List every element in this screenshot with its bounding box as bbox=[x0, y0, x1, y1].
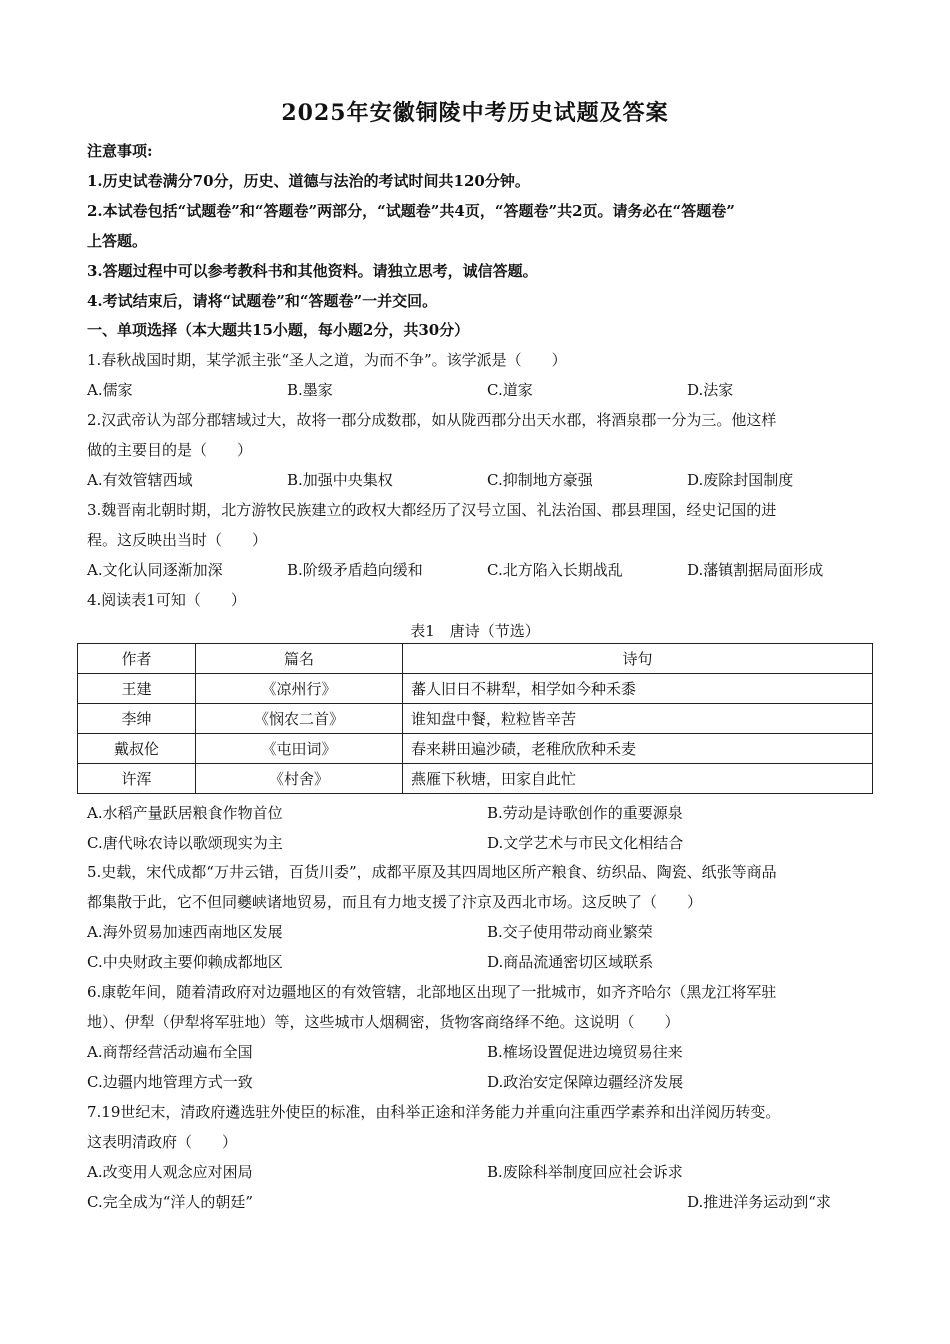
note-2-continued: 上答题。 bbox=[87, 232, 148, 250]
q2-option-b: B.加强中央集权 bbox=[287, 471, 393, 489]
table-header-title: 篇名 bbox=[196, 644, 403, 674]
q4-option-c: C.唐代咏农诗以歌颂现实为主 bbox=[87, 834, 283, 852]
table-row bbox=[78, 704, 873, 734]
q7-stem-line1: 7.19世纪末，清政府遴选驻外使臣的标准，由科举正途和洋务能力并重向注重西学素养和出洋阅历转变。 bbox=[87, 1103, 781, 1121]
q4-option-a: A.水稻产量跃居粮食作物首位 bbox=[87, 804, 283, 822]
table-cell-verse: 燕雁下秋塘，田家自此忙 bbox=[403, 764, 873, 794]
note-2: 2.本试卷包括“试题卷”和“答题卷”两部分，“试题卷”共4页，“答题卷”共2页。请务必在“答题卷” bbox=[87, 202, 735, 220]
table-caption: 表1 唐诗（节选） bbox=[410, 622, 540, 640]
q5-stem-line2: 都集散于此，它不但同夔峡诸地贸易，而且有力地支援了汴京及西北市场。这反映了（ ） bbox=[87, 893, 703, 911]
q5-option-b: B.交子使用带动商业繁荣 bbox=[487, 923, 653, 941]
table-row bbox=[78, 674, 873, 704]
table-cell-title: 《村舍》 bbox=[196, 764, 403, 794]
table-cell-verse: 谁知盘中餐，粒粒皆辛苦 bbox=[403, 704, 873, 734]
table-header-verse: 诗句 bbox=[403, 644, 873, 674]
q6-option-a: A.商帮经营活动遍布全国 bbox=[87, 1043, 253, 1061]
q4-option-d: D.文学艺术与市民文化相结合 bbox=[487, 834, 684, 852]
q7-stem-line2: 这表明清政府（ ） bbox=[87, 1133, 238, 1151]
q6-stem-line2: 地）、伊犁（伊犁将军驻地）等，这些城市人烟稠密，货物客商络绎不绝。这说明（ ） bbox=[87, 1013, 680, 1031]
table-cell-author: 王建 bbox=[78, 674, 196, 704]
page-title: 2025年安徽铜陵中考历史试题及答案 bbox=[281, 100, 669, 126]
table-row bbox=[78, 764, 873, 794]
q5-option-c: C.中央财政主要仰赖成都地区 bbox=[87, 953, 283, 971]
section-heading: 一、单项选择（本大题共15小题，每小题2分，共30分） bbox=[87, 321, 470, 339]
q3-option-b: B.阶级矛盾趋向缓和 bbox=[287, 561, 423, 579]
q7-option-a: A.改变用人观念应对困局 bbox=[87, 1163, 253, 1181]
q3-option-a: A.文化认同逐渐加深 bbox=[87, 561, 223, 579]
q6-stem-line1: 6.康乾年间，随着清政府对边疆地区的有效管辖，北部地区出现了一批城市，如齐齐哈尔（黑龙江将军驻 bbox=[87, 983, 777, 1001]
table-row bbox=[78, 734, 873, 764]
q2-option-d: D.废除封国制度 bbox=[687, 471, 794, 489]
q3-stem-line1: 3.魏晋南北朝时期，北方游牧民族建立的政权大都经历了汉号立国、礼法治国、郡县理国，经史记国的进 bbox=[87, 501, 777, 519]
poem-table bbox=[77, 643, 873, 794]
q2-option-a: A.有效管辖西域 bbox=[87, 471, 193, 489]
note-3: 3.答题过程中可以参考教科书和其他资料。请独立思考，诚信答题。 bbox=[87, 262, 538, 280]
notes-heading: 注意事项: bbox=[87, 142, 153, 160]
note-4: 4.考试结束后，请将“试题卷”和“答题卷”一并交回。 bbox=[87, 292, 438, 310]
table-cell-author: 戴叔伦 bbox=[78, 734, 196, 764]
q6-option-d: D.政治安定保障边疆经济发展 bbox=[487, 1073, 684, 1091]
q7-option-c: C.完全成为“洋人的朝廷” bbox=[87, 1193, 254, 1211]
q2-option-c: C.抑制地方豪强 bbox=[487, 471, 593, 489]
table-cell-verse: 春来耕田遍沙碛，老稚欣欣种禾麦 bbox=[403, 734, 873, 764]
table-cell-title: 《悯农二首》 bbox=[196, 704, 403, 734]
table-cell-verse: 蕃人旧日不耕犁，相学如今种禾黍 bbox=[403, 674, 873, 704]
q7-option-d: D.推进洋务运动到“求 bbox=[687, 1193, 831, 1211]
q2-stem-line1: 2.汉武帝认为部分郡辖域过大，故将一郡分成数郡，如从陇西郡分出天水郡，将酒泉郡一分为三。他这样 bbox=[87, 411, 777, 429]
q1-stem: 1.春秋战国时期，某学派主张“圣人之道，为而不争”。该学派是（ ） bbox=[87, 351, 567, 369]
q6-option-b: B.榷场设置促进边境贸易往来 bbox=[487, 1043, 683, 1061]
table-cell-title: 《凉州行》 bbox=[196, 674, 403, 704]
q3-stem-line2: 程。这反映出当时（ ） bbox=[87, 531, 268, 549]
q7-option-b: B.废除科举制度回应社会诉求 bbox=[487, 1163, 683, 1181]
q5-stem-line1: 5.史载，宋代成都“万井云错，百货川委”，成都平原及其四周地区所产粮食、纺织品、陶瓷、纸张等商品 bbox=[87, 863, 777, 881]
q5-option-d: D.商品流通密切区域联系 bbox=[487, 953, 654, 971]
table-cell-author: 李绅 bbox=[78, 704, 196, 734]
q5-option-a: A.海外贸易加速西南地区发展 bbox=[87, 923, 283, 941]
note-1: 1.历史试卷满分70分，历史、道德与法治的考试时间共120分钟。 bbox=[87, 172, 530, 190]
q2-stem-line2: 做的主要目的是（ ） bbox=[87, 441, 253, 459]
q3-option-d: D.藩镇割据局面形成 bbox=[687, 561, 824, 579]
table-header-row bbox=[78, 644, 873, 674]
q1-option-b: B.墨家 bbox=[287, 381, 333, 399]
table-header-author: 作者 bbox=[78, 644, 196, 674]
table-cell-author: 许浑 bbox=[78, 764, 196, 794]
q3-option-c: C.北方陷入长期战乱 bbox=[487, 561, 623, 579]
q1-option-c: C.道家 bbox=[487, 381, 533, 399]
q1-option-a: A.儒家 bbox=[87, 381, 133, 399]
table-cell-title: 《屯田词》 bbox=[196, 734, 403, 764]
q4-option-b: B.劳动是诗歌创作的重要源泉 bbox=[487, 804, 683, 822]
q1-option-d: D.法家 bbox=[687, 381, 734, 399]
q4-stem: 4.阅读表1可知（ ） bbox=[87, 591, 246, 609]
q6-option-c: C.边疆内地管理方式一致 bbox=[87, 1073, 253, 1091]
